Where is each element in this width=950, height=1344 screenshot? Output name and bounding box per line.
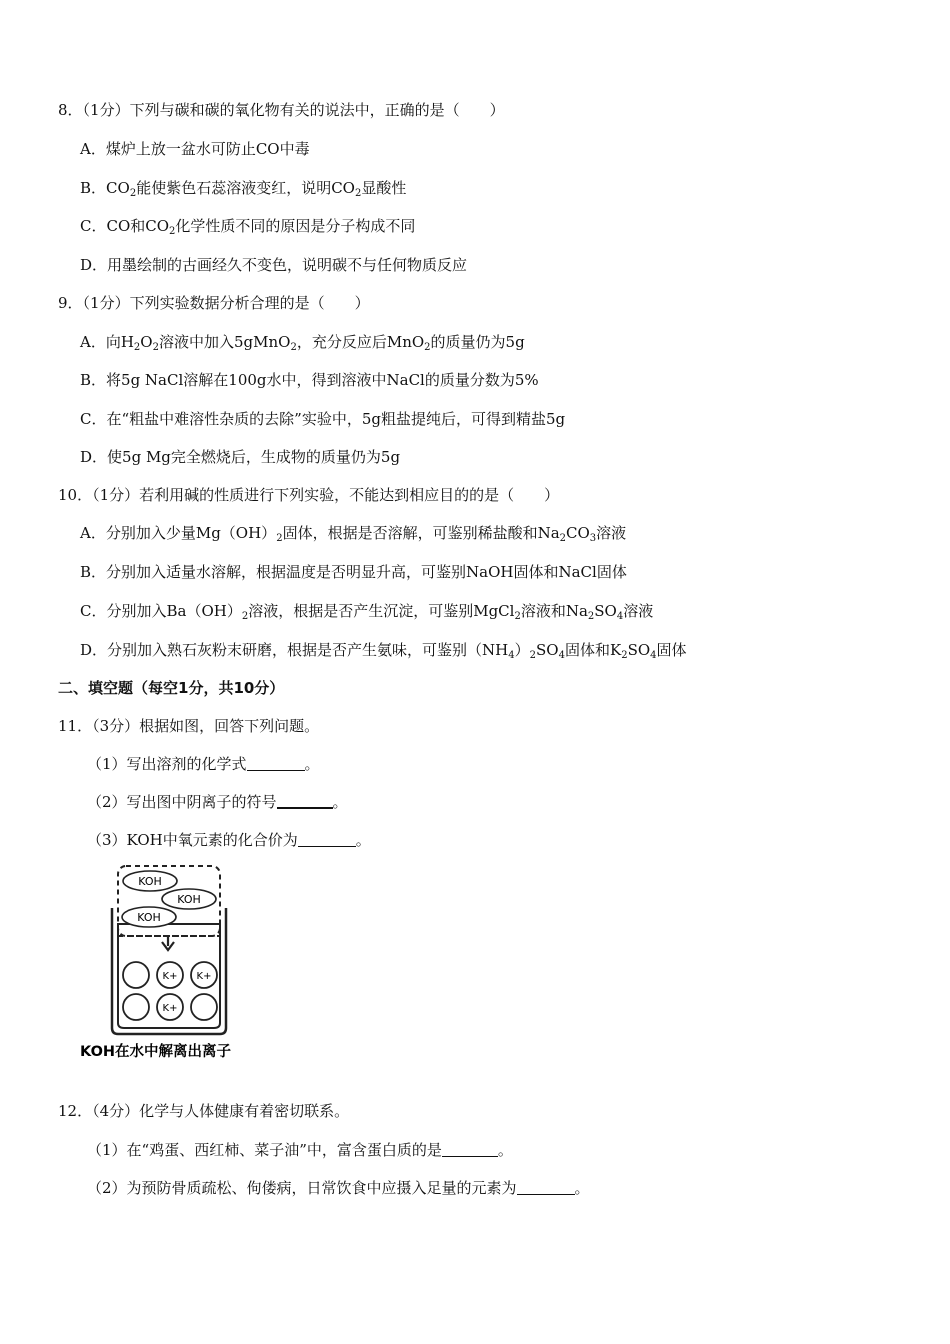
- question-10-stem: 10．（1分）若利用碱的性质进行下列实验，不能达到相应目的的是（ ）: [58, 486, 560, 504]
- koh-molecule-1: [123, 871, 177, 891]
- question-11-part-3: （3）KOH中氧元素的化合价为 。: [87, 831, 371, 849]
- answer-blank[interactable]: [517, 1180, 575, 1195]
- question-8-option-c: C．CO和$CO_2$化学性质不同的原因是分子构成不同: [80, 217, 416, 237]
- figure-caption: KOH在水中解离出离子: [80, 1044, 232, 1060]
- anion-circle: [123, 994, 149, 1020]
- question-9-option-d: D．使5g Mg完全燃烧后，生成物的质量仍为5g: [80, 448, 401, 466]
- koh-dissociation-figure: [78, 858, 278, 1073]
- svg-text:KOH: KOH: [137, 911, 161, 924]
- svg-text:K+: K+: [162, 1003, 178, 1014]
- question-8-option-a: A．煤炉上放一盆水可防止CO中毒: [80, 140, 310, 158]
- answer-blank[interactable]: [247, 756, 305, 771]
- svg-text:K+: K+: [162, 971, 178, 982]
- question-12-stem: 12．（4分）化学与人体健康有着密切联系。: [58, 1102, 350, 1120]
- svg-text:KOH: KOH: [138, 875, 162, 888]
- question-9-stem: 9．（1分）下列实验数据分析合理的是（ ）: [58, 294, 370, 312]
- question-8-option-d: D．用墨绘制的古画经久不变色，说明碳不与任何物质反应: [80, 256, 468, 274]
- question-12-part-2: （2）为预防骨质疏松、佝偻病，日常饮食中应摄入足量的元素为 。: [87, 1179, 590, 1197]
- answer-blank[interactable]: [277, 793, 333, 809]
- question-10-option-b: B．分别加入适量水溶解，根据温度是否明显升高，可鉴别NaOH固体和NaCl固体: [80, 563, 627, 581]
- svg-text:KOH: KOH: [177, 893, 201, 906]
- question-8-option-b: B．$CO_2$能使紫色石蕊溶液变红，说明$CO_2$显酸性: [80, 179, 407, 199]
- section-title: 二、填空题（每空1分，共10分）: [58, 679, 285, 697]
- answer-blank[interactable]: [442, 1142, 498, 1157]
- question-10-option-c: C．分别加入$Ba(OH)_2$溶液，根据是否产生沉淀，可鉴别MgCl$_2$溶液和$Na_2SO_4$溶液: [80, 602, 654, 622]
- question-11-part-2: （2）写出图中阴离子的符号 。: [87, 793, 348, 811]
- question-9-option-b: B．将5g NaCl溶解在100g水中，得到溶液中NaCl的质量分数为5%: [80, 371, 539, 389]
- anion-circle: [123, 962, 149, 988]
- question-8-stem: 8．（1分）下列与碳和碳的氧化物有关的说法中，正确的是（ ）: [58, 101, 505, 119]
- down-arrow-icon: [162, 936, 174, 950]
- question-12-part-1: （1）在“鸡蛋、西红柿、菜子油”中，富含蛋白质的是 。: [87, 1141, 513, 1159]
- koh-molecule-2: [162, 889, 216, 909]
- question-9-option-a: A．向$H_2O_2$溶液中加入5gMnO$_2$，充分反应后MnO$_2$的质量仍为5g: [80, 333, 525, 353]
- svg-text:K+: K+: [196, 971, 212, 982]
- question-10-option-a: A．分别加入少量$Mg(OH)_2$固体，根据是否溶解，可鉴别稀盐酸和$Na_2CO_3$溶液: [80, 524, 627, 544]
- answer-blank[interactable]: [298, 832, 356, 847]
- koh-molecule-3: [122, 907, 176, 927]
- question-10-option-d: D．分别加入熟石灰粉末研磨，根据是否产生氨味，可鉴别$(NH_4)_2SO_4$固体和$K_2SO_4$固体: [80, 641, 687, 661]
- anion-circle: [191, 994, 217, 1020]
- question-11-part-1: （1）写出溶剂的化学式 。: [87, 755, 320, 773]
- koh-diagram: [78, 858, 278, 1073]
- question-9-option-c: C．在“粗盐中难溶性杂质的去除”实验中，5g粗盐提纯后，可得到精盐5g: [80, 410, 566, 428]
- question-11-stem: 11．（3分）根据如图，回答下列问题。: [58, 717, 320, 735]
